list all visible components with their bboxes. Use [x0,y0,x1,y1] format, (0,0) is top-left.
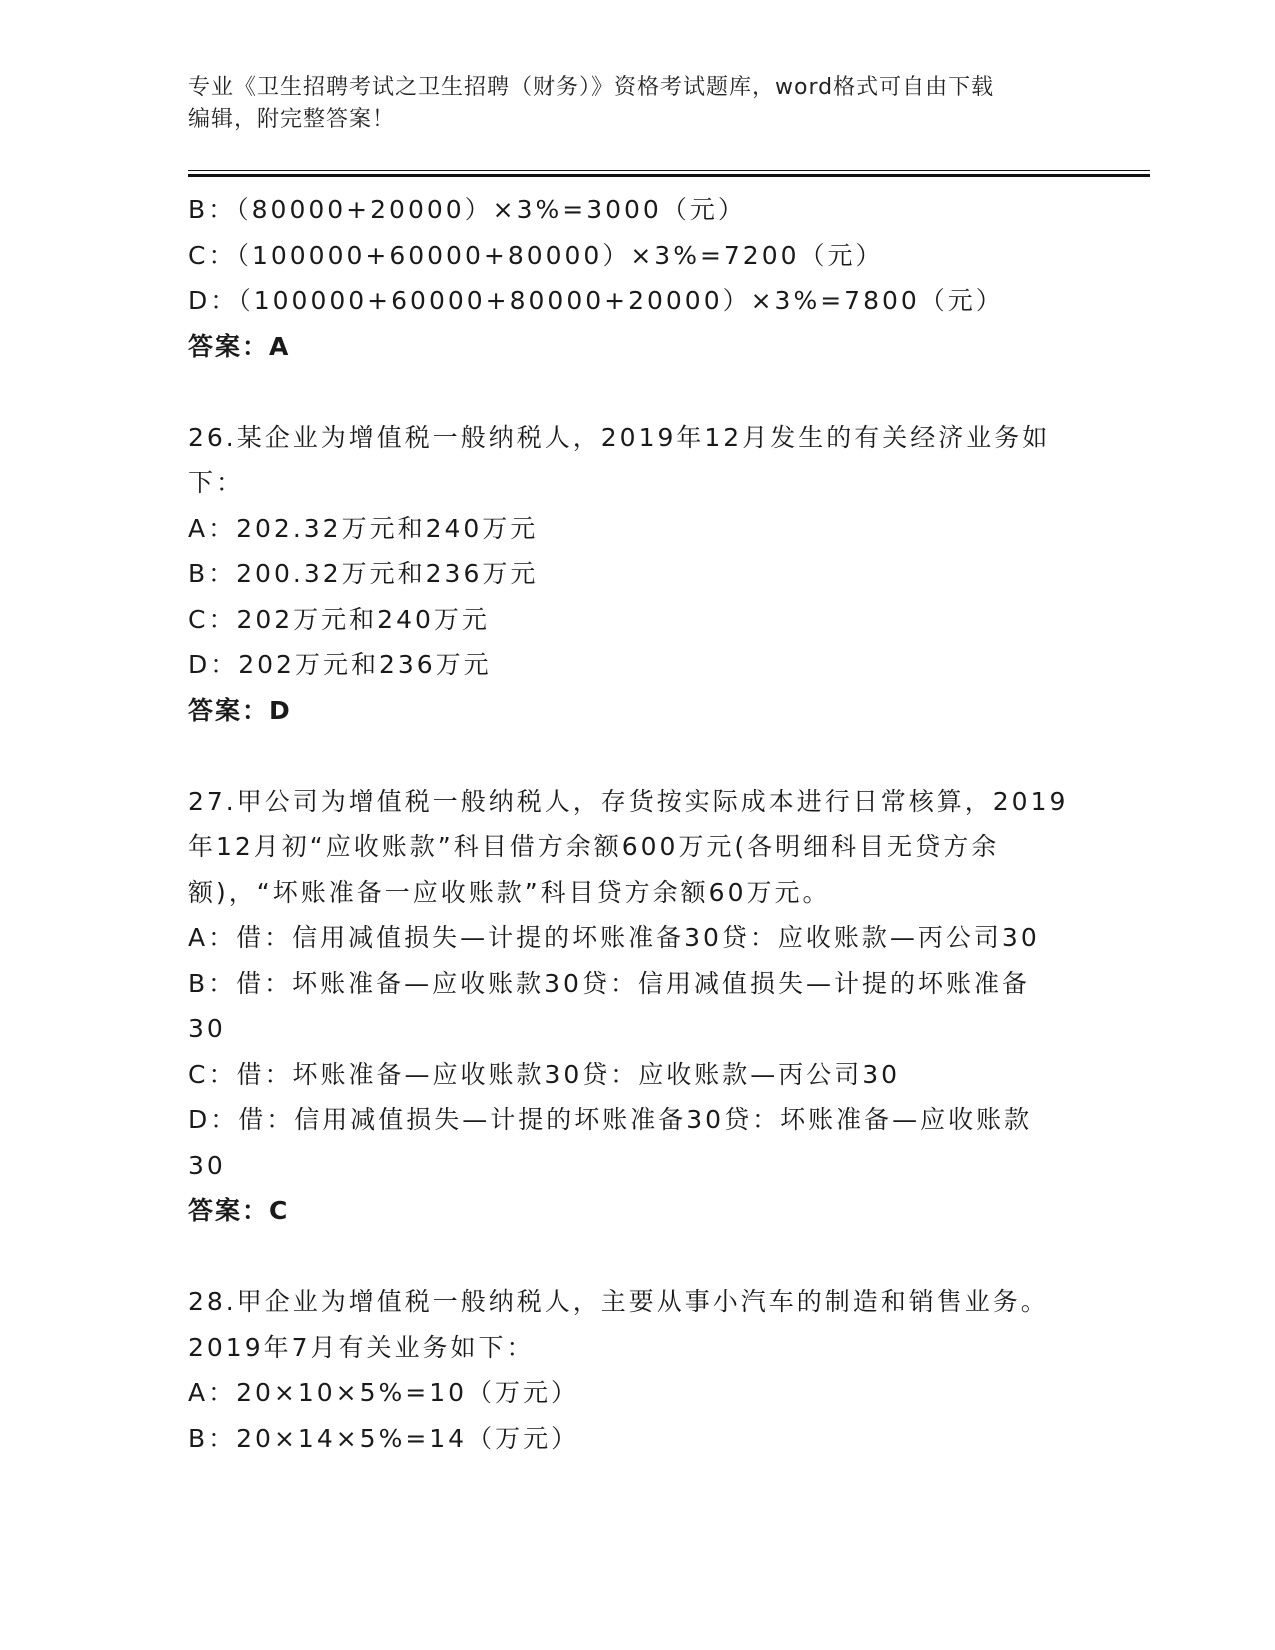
question-26 [188,415,1088,734]
question-stem: 年12月初“应收账款”科目借方余额600万元(各明细科目无贷方余 [188,832,1000,861]
spacer [188,369,1088,415]
header-line-2: 编辑，附完整答案！ [188,107,396,132]
question-stem: 28.甲企业为增值税一般纳税人，主要从事小汽车的制造和销售业务。 [188,1287,1049,1316]
question-27 [188,779,1088,1234]
header-divider-thin [188,170,1150,171]
answer-label: 答案：D [188,695,292,725]
question-25-tail [188,187,1088,369]
option-d-continued: 30 [188,1150,226,1180]
option-c: C：（100000+60000+80000）×3%=7200（元） [188,240,884,270]
option-c: C：202万元和240万元 [188,604,490,634]
option-d: D：借：信用减值损失—计提的坏账准备30贷：坏账准备—应收账款 [188,1105,1033,1134]
answer-label: 答案：C [188,1196,290,1225]
question-stem: 下： [188,468,245,497]
spacer [188,733,1088,779]
question-stem: 27.甲公司为增值税一般纳税人，存货按实际成本进行日常核算，2019 [188,786,1069,816]
question-stem: 2019年7月有关业务如下： [188,1332,535,1362]
document-header [188,72,1088,136]
question-stem: 26.某企业为增值税一般纳税人，2019年12月发生的有关经济业务如 [188,422,1051,452]
header-divider-thick [188,174,1150,177]
question-content [188,187,1088,1461]
question-28 [188,1279,1088,1461]
option-a: A：借：信用减值损失—计提的坏账准备30贷：应收账款—丙公司30 [188,923,1040,952]
option-b: B：（80000+20000）×3%=3000（元） [188,195,746,224]
option-d: D：（100000+60000+80000+20000）×3%=7800（元） [188,286,1004,315]
option-b: B：借：坏账准备—应收账款30贷：信用减值损失—计提的坏账准备 [188,968,1030,998]
option-b: B：200.32万元和236万元 [188,559,539,588]
option-a: A：202.32万元和240万元 [188,513,539,543]
header-line-1: 专业《卫生招聘考试之卫生招聘（财务）》资格考试题库，word格式可自由下载 [188,75,995,100]
option-c: C：借：坏账准备—应收账款30贷：应收账款—丙公司30 [188,1059,901,1089]
option-d: D：202万元和236万元 [188,650,492,679]
option-a: A：20×10×5%=10（万元） [188,1378,580,1407]
answer-label: 答案：A [188,331,291,361]
option-b-continued: 30 [188,1014,226,1043]
spacer [188,1234,1088,1280]
option-b: B：20×14×5%=14（万元） [188,1423,580,1453]
question-stem: 额)，“坏账准备一应收账款”科目贷方余额60万元。 [188,877,831,907]
